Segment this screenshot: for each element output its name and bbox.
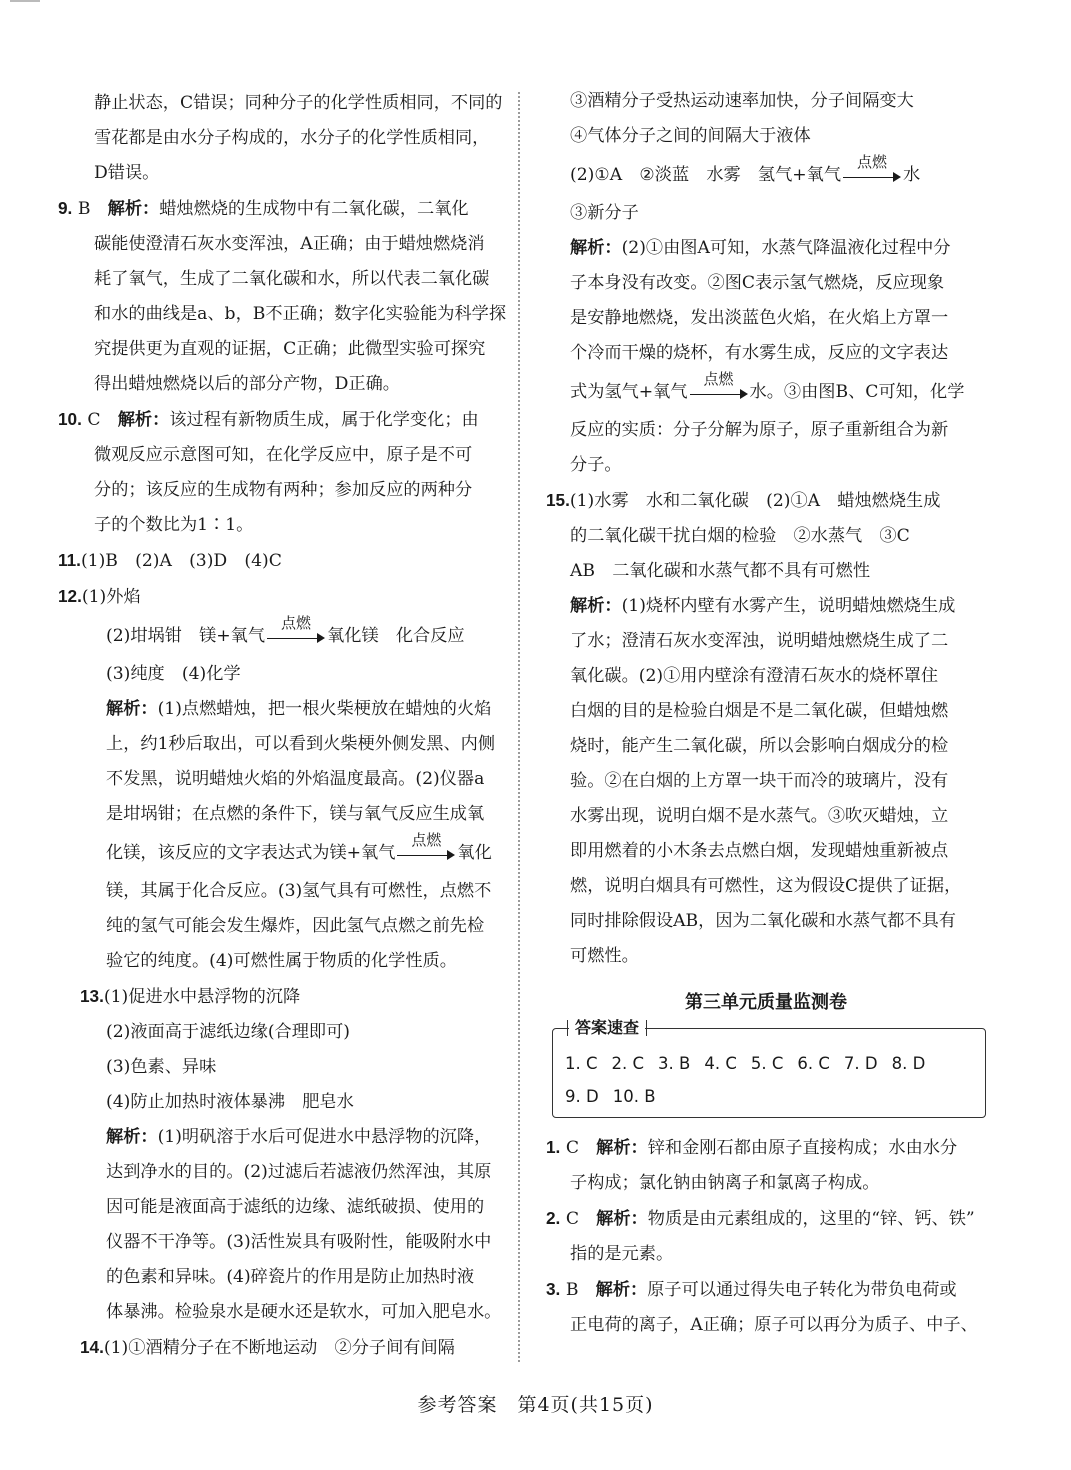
answer-box-tag: 答案速查 [569, 1016, 645, 1040]
text-line: 雪花都是由水分子构成的，水分子的化学性质相同， [94, 128, 490, 148]
text-line: 式为氢气+氧气 点燃 水。③由图B、C可知，化学 [570, 369, 965, 402]
answer-13: 13.(1)促进水中悬浮物的沉降 [80, 986, 301, 1007]
text-line: 达到净水的目的。(2)过滤后若滤液仍然浑浊，其原 [106, 1162, 492, 1182]
text-line: 究提供更为直观的证据，C正确；此微型实验可探究 [94, 339, 486, 359]
answer-11: 11.(1)B (2)A (3)D (4)C [58, 550, 282, 571]
column-divider [518, 92, 520, 1362]
text-line: 氧化碳。(2)①用内壁涂有澄清石灰水的烧杯罩住 [570, 666, 939, 686]
text-line: 得出蜡烛燃烧以后的部分产物，D正确。 [94, 374, 400, 394]
text-line: ③酒精分子受热运动速率加快，分子间隔变大 [570, 91, 914, 111]
text-line: 是安静地燃烧，发出淡蓝色火焰，在火焰上方罩一 [570, 308, 949, 328]
text-line: 指的是元素。 [570, 1244, 674, 1264]
reaction-arrow: 点燃 [267, 627, 325, 647]
section-title: 第三单元质量监测卷 [685, 992, 847, 1013]
answer-row: 1. C 2. C 3. B 4. C 5. C 6. C 7. D 8. D [565, 1054, 926, 1073]
text-line: 因可能是液面高于滤纸的边缘、滤纸破损、使用的 [106, 1197, 485, 1217]
text-line: 静止状态，C错误；同种分子的化学性质相同，不同的 [94, 93, 503, 113]
text-line: 了水；澄清石灰水变浑浊，说明蜡烛燃烧生成了二 [570, 631, 949, 651]
text-line: 纯的氢气可能会发生爆炸，因此氢气点燃之前先检 [106, 916, 485, 936]
text-line: 仪器不干净等。(3)活性炭具有吸附性，能吸附水中 [106, 1232, 492, 1252]
analysis-12: 解析：(1)点燃蜡烛，把一根火柴梗放在蜡烛的火焰 [106, 699, 492, 719]
text-line: 化镁，该反应的文字表达式为镁+氧气 点燃 氧化 [106, 830, 492, 863]
text-line: (4)防止加热时液体暴沸 肥皂水 [106, 1092, 354, 1112]
text-line: 白烟的目的是检验白烟是不是二氧化碳，但蜡烛燃 [570, 701, 949, 721]
text-line: 碳能使澄清石灰水变浑浊，A正确；由于蜡烛燃烧消 [94, 234, 485, 254]
text-line: ③新分子 [570, 203, 639, 223]
answer-9: 9. B 解析：蜡烛燃烧的生成物中有二氧化碳，二氧化 [58, 198, 469, 219]
text-line: 子本身没有改变。②图C表示氢气燃烧，反应现象 [570, 273, 945, 293]
text-line: 和水的曲线是a、b，B不正确；数字化实验能为科学探 [94, 304, 507, 324]
answer-1: 1. C 解析：锌和金刚石都由原子直接构成；水由水分 [546, 1137, 958, 1158]
answer-3: 3. B 解析：原子可以通过得失电子转化为带负电荷或 [546, 1279, 957, 1300]
text-line: 子的个数比为1∶1。 [94, 515, 254, 535]
reaction-arrow: 点燃 [690, 383, 748, 403]
answer-12-2: (2)坩埚钳 镁+氧气 点燃 氧化镁 化合反应 [106, 613, 465, 646]
right-column [546, 84, 986, 1343]
answer-12: 12.(1)外焰 [58, 586, 141, 607]
text-line: 上，约1秒后取出，可以看到火柴梗外侧发黑、内侧 [106, 734, 496, 754]
text-line: 烧时，能产生二氧化碳，所以会影响白烟成分的检 [570, 736, 949, 756]
answer-14: 14.(1)①酒精分子在不断地运动 ②分子间有间隔 [80, 1337, 455, 1358]
analysis-15: 解析：(1)烧杯内壁有水雾产生，说明蜡烛燃烧生成 [570, 596, 956, 616]
text-line: 体暴沸。检验泉水是硬水还是软水，可加入肥皂水。 [106, 1302, 502, 1322]
text-line: (3)色素、异味 [106, 1057, 217, 1077]
analysis-13: 解析：(1)明矾溶于水后可促进水中悬浮物的沉降， [106, 1127, 492, 1147]
text-line: 即用燃着的小木条去点燃白烟，发现蜡烛重新被点 [570, 841, 949, 861]
text-line: 是坩埚钳；在点燃的条件下，镁与氧气反应生成氧 [106, 804, 485, 824]
analysis-14: 解析：(2)①由图A可知，水蒸气降温液化过程中分 [570, 238, 951, 258]
page-footer: 参考答案 第4页(共15页) [417, 1394, 654, 1416]
text-line: 不发黑，说明蜡烛火焰的外焰温度最高。(2)仪器a [106, 769, 485, 789]
reaction-arrow: 点燃 [397, 844, 455, 864]
text-line: 水雾出现，说明白烟不是水蒸气。③吹灭蜡烛，立 [570, 806, 949, 826]
answer-2: 2. C 解析：物质是由元素组成的，这里的“锌、钙、铁” [546, 1208, 975, 1229]
text-line: 子构成；氯化钠由钠离子和氯离子构成。 [570, 1173, 880, 1193]
answer-15: 15.(1)水雾 水和二氧化碳 (2)①A 蜡烛燃烧生成 [546, 490, 941, 511]
text-line: 正电荷的离子，A正确；原子可以再分为质子、中子、 [570, 1315, 978, 1335]
answer-14-2: (2)①A ②淡蓝 水雾 氢气+氧气 点燃 水 [570, 152, 921, 185]
text-line: 验。②在白烟的上方罩一块干而冷的玻璃片，没有 [570, 771, 949, 791]
text-line: 分子。 [570, 455, 622, 475]
text-line: (2)液面高于滤纸边缘(合理即可) [106, 1022, 351, 1042]
text-line: 可燃性。 [570, 946, 639, 966]
text-line: AB 二氧化碳和水蒸气都不具有可燃性 [570, 561, 871, 581]
text-line: 反应的实质：分子分解为原子，原子重新组合为新 [570, 420, 949, 440]
text-line: 的色素和异味。(4)碎瓷片的作用是防止加热时液 [106, 1267, 475, 1287]
left-column [58, 86, 510, 1366]
answer-quick-check-box [552, 1018, 986, 1118]
text-line: D错误。 [94, 163, 160, 183]
text-line: 镁，其属于化合反应。(3)氢气具有可燃性，点燃不 [106, 881, 492, 901]
text-line: 耗了氧气，生成了二氧化碳和水，所以代表二氧化碳 [94, 269, 490, 289]
reaction-arrow: 点燃 [843, 166, 901, 186]
text-line: 同时排除假设AB，因为二氧化碳和水蒸气都不具有 [570, 911, 956, 931]
text-line: 个冷而干燥的烧杯，有水雾生成，反应的文字表达 [570, 343, 949, 363]
text-line: 验它的纯度。(4)可燃性属于物质的化学性质。 [106, 951, 457, 971]
text-line: 燃，说明白烟具有可燃性，这为假设C提供了证据， [570, 876, 962, 896]
answer-10: 10. C 解析：该过程有新物质生成，属于化学变化；由 [58, 409, 479, 430]
answer-row: 9. D 10. B [565, 1087, 656, 1106]
text-line: ④气体分子之间的间隔大于液体 [570, 126, 811, 146]
text-line: 的二氧化碳干扰白烟的检验 ②水蒸气 ③C [570, 526, 910, 546]
text-line: 微观反应示意图可知，在化学反应中，原子是不可 [94, 445, 473, 465]
text-line: 分的；该反应的生成物有两种；参加反应的两种分 [94, 480, 473, 500]
top-edge-mark [10, 0, 40, 6]
answer-12-3: (3)纯度 (4)化学 [106, 664, 241, 684]
